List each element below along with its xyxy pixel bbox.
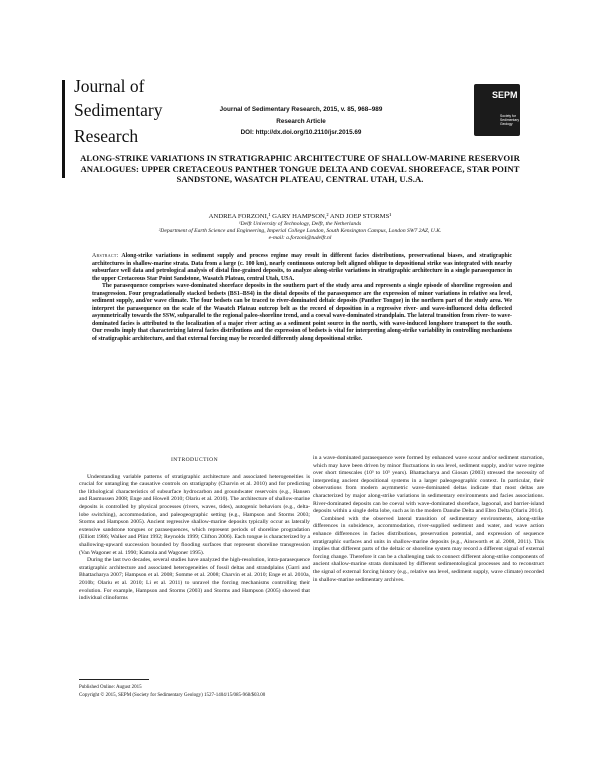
abstract-paragraph-1 (92, 253, 512, 283)
abstract (92, 253, 512, 344)
abstract-paragraph-2: The parasequence comprises wave-dominated shoreface deposits in the southern part of the study area and represents a single episode of shoreline regression and transgression. Four progradationally stacked bedsets (BS1–BS4) in the distal deposits of the parasequence are the expression of minor variations in relative sea level, sediment supply, and/or wave climate. The four bedsets can be traced to river-dominated deltaic deposits (Panther Tongue) in the northern part of the study area. We interpret the parasequence on the scale of the Wasatch Plateau outcrop belt as the record of deposition in a regressive river- and wave-influenced delta deflected asymmetrically towards the SSW, subparallel to the regional paleo-shoreline trend, and a coeval wave-dominated strandplain. The lateral transition from river- to wave-dominated facies is attributed to the localization of a major river acting as a sediment point source in the north, with wave-induced longshore transport to the south. Our results imply that characterizing lateral facies distributions and the expression of bedsets is vital for interpreting along-strike variability in controlling mechanisms of stratigraphic architecture, and that external forcing may be recorded differently along depositional strike. (92, 283, 512, 343)
copyright-line: Copyright © 2015, SEPM (Society for Sedimentary Geology) 1527-1404/15/085-968/$03.00 (79, 693, 266, 698)
journal-info (170, 104, 432, 139)
article-type: Research Article (276, 117, 326, 125)
citation: Journal of Sedimentary Research, 2015, v. 85, 968–989 (219, 106, 383, 113)
body-paragraph: Combined with the observed lateral transition of sedimentary environments, along-strike differences in subsidence, accommodation, river-supplied sediment and water, and wave action enhance differences in facies distributions, preservation potential, and expression of sequence stratigraphic surfaces and units in shallow-marine deposits (e.g., Ainsworth et al. 2008, 2011). This implies that different parts of the deltaic or shoreline system may record a different signal of external forcing change. Therefore it can be a challenging task to connect different along-strike components of ancient shallow-marine strata dominated by different sedimentological processes and to reconstruct the signal of external forcing history (e.g., relative sea level, sediment supply, wave climate) recorded in shallow-marine sedimentary archives. (313, 515, 544, 583)
section-heading-introduction: INTRODUCTION (170, 457, 219, 463)
abstract-label: Abstract: (92, 253, 119, 259)
affiliation-imperial: ²Department of Earth Science and Engineering, Imperial College London, South Kensington Campus, London SW7 2AZ, U.K. (158, 228, 442, 234)
abstract-text-1: Along-strike variations in sediment supply and process regime may result in different facies distributions, preservational biases, and stratigraphic architectures in shallow-marine strata. Data from a large (c. 100 km), nearly continuous outcrop belt aligned oblique to depositional strike was integrated with nearby subsurface well data and petrological analysis of distal fine-grained deposits, to analyze along-strike variations in stratigraphic architecture in a single parasequence in the upper Cretaceous Star Point Sandstone, Wasatch Plateau, central Utah, USA. (92, 253, 513, 282)
doi-link[interactable]: DOI: http://dx.doi.org/10.2110/jsr.2015.69 (240, 129, 362, 136)
body-paragraph: During the last two decades, several studies have analyzed the high-resolution, intra-parasequence stratigraphic architecture and associated heterogeneities of fossil deltas and strandplains (Garri and Bhattacharya 2007; Hampson et al. 2008; Somme et al. 2008; Charvin et al. 2010; Enge et al. 2010a, 2010b; Olariu et al. 2010; Li et al. 2011) to unravel the forcing mechanisms controlling their evolution. For example, Hampson and Storms (2003) and Storms and Hampson (2005) showed that individual clinoforms (79, 557, 310, 602)
author-email[interactable]: e-mail: a.forzoni@tudelft.nl (268, 235, 332, 241)
body-column-right (313, 455, 544, 584)
footer-divider (79, 679, 149, 680)
sepm-subtitle: Society for Sedimentary Geology (500, 114, 520, 126)
body-column-left (79, 455, 310, 603)
logo-line-sedimentary: Sedimentary (74, 100, 163, 120)
sepm-name: SEPM (492, 90, 518, 100)
affiliation-delft: ¹Delft University of Technology, Delft, the Netherlands (238, 221, 362, 227)
article-title: ALONG-STRIKE VARIATIONS IN STRATIGRAPHIC ARCHITECTURE OF SHALLOW-MARINE RESERVOIR ANALOGUES: UPPER CRETACEOUS PANTHER TONGUE DELTA AND COEVAL SHOREFACE, STAR POINT SANDSTONE, WASATCH PLATEAU, CENTRAL UTAH, U.S.A. (80, 153, 520, 185)
body-paragraph: Understanding variable patterns of stratigraphic architecture and associated heterogeneities is crucial for untangling the causative controls on stratigraphy (Charvin et al. 2010) and for predicting the lithological characteristics of subsurface hydrocarbon and groundwater reservoirs (e.g., Hansen and Rasmussen 2008; Enge and Howell 2010; Olariu et al. 2010). The architecture of shallow-marine deposits is controlled by physical processes (rivers, waves, tides), autogenic behaviors (e.g., delta-lobe switching), accommodation, and paleogeographic setting (e.g., Hampson and Storms 2003; Storms and Hampson 2005). Ancient regressive shallow-marine deposits typically occur as laterally extensive sandstone tongues or parasequences, which represent periods of shoreline progradation (Elliott 1986; Walker and Plint 1992; Reynolds 1999; Clifton 2006). Each tongue is characterized by a shallowing-upward succession bounded by flooding surfaces that represent shoreline transgression (Van Wagoner et al. 1990; Kamola and Wagoner 1995). (79, 473, 310, 556)
logo-line-journal: Journal of (74, 76, 145, 96)
body-paragraph: in a wave-dominated parasequence were formed by enhanced wave scour and/or sediment starvation, which may have been driven by minor fluctuations in sea level, sediment supply, and/or wave regime over short timescales (10³ to 10⁵ years). Bhattacharya and Giosan (2003) stressed the necessity of interpreting ancient depositional systems in a larger paleogeographic context. In particular, their observations from modern asymmetric wave-dominated deltas indicate that most deltas are characterized by major along-strike variations in sedimentary environments and facies associations. River-dominated deposits can be coeval with wave-dominated shoreface, lagoonal, and barrier-island deposits within a single delta lobe, such as in the modern Danube Delta and Ebro Delta (Olariu 2014). (313, 455, 544, 515)
authors: ANDREA FORZONI,¹ GARY HAMPSON,² AND JOEP STORMS¹ (208, 213, 392, 220)
logo-line-research: Research (74, 126, 139, 146)
published-date: Published Online: August 2015 (79, 685, 142, 690)
